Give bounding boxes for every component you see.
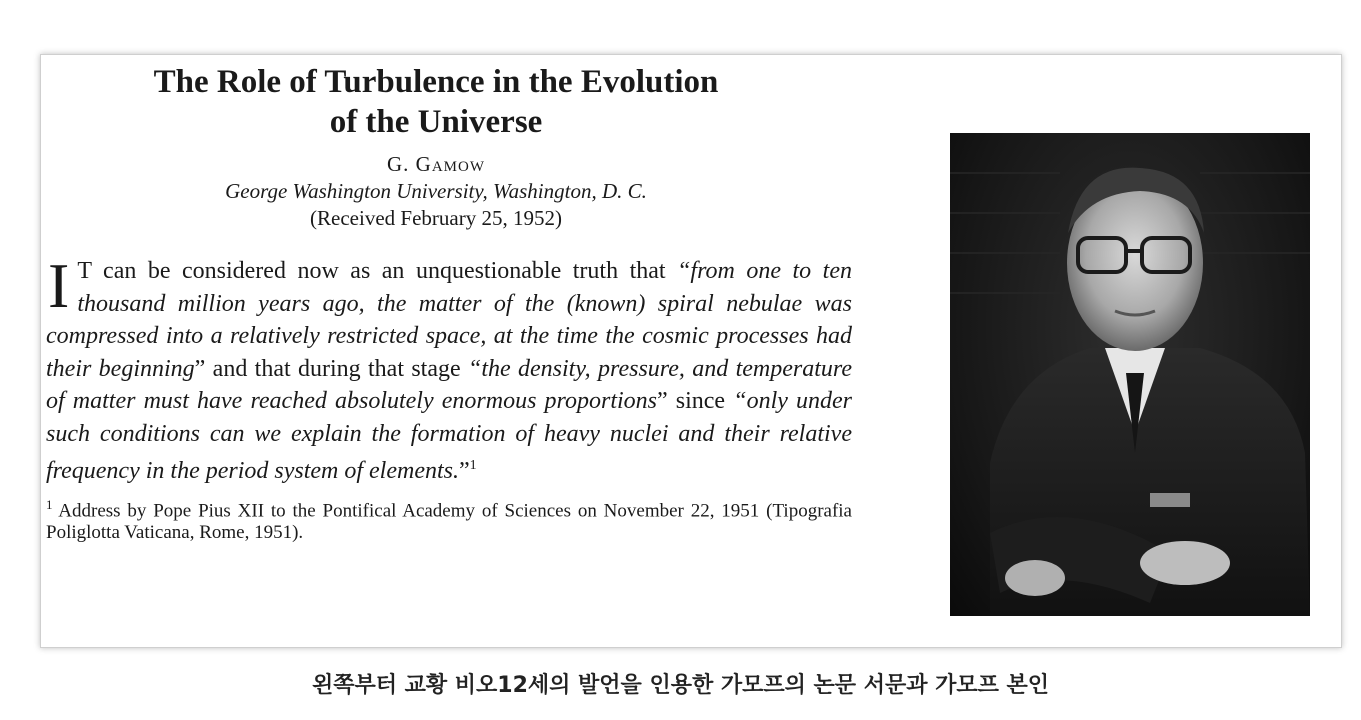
para-segment-2: ” and that during that stage <box>194 355 468 382</box>
para-segment-3: ” since <box>657 388 734 414</box>
paper-excerpt <box>46 62 896 544</box>
quote-1: “from one to ten thousand million years ago, the matter of the (known) spiral nebulae was compressed into a relatively restricted space, at the time the cosmic processes had their beginning <box>46 258 853 382</box>
portrait-photo <box>950 133 1310 616</box>
footnote-number: 1 <box>46 496 53 512</box>
footnote-reference: 1 <box>469 458 477 473</box>
portrait-illustration <box>950 133 1310 616</box>
quote-2: “the density, pressure, and temperature of matter must have reached absolutely enormous proportions <box>46 355 852 414</box>
affiliation: George Washington University, Washington, D. C. <box>225 179 647 203</box>
image-caption: 왼쪽부터 교황 비오12세의 발언을 인용한 가모프의 논문 서문과 가모프 본인 <box>311 673 1050 698</box>
quote-3: “only under such conditions can we explain the formation of heavy nuclei and their relative frequency in the period system of elements. <box>46 388 852 484</box>
author-name: G. Gamow <box>387 152 485 176</box>
footnote <box>46 494 852 544</box>
para-segment-1: T can be considered now as an unquestionable truth that <box>77 258 678 284</box>
title-line-1: The Role of Turbulence in the Evolution <box>153 64 719 100</box>
received-date: (Received February 25, 1952) <box>310 206 562 230</box>
para-segment-4: ” <box>459 458 470 484</box>
title-line-2: of the Universe <box>329 104 543 140</box>
opening-paragraph <box>46 250 853 488</box>
paper-title <box>76 62 796 142</box>
footnote-text: Address by Pope Pius XII to the Pontifical Academy of Sciences on November 22, 1951 (Tipografia Poliglotta Vaticana, Rome, 1951). <box>46 499 852 543</box>
drop-cap: I <box>48 250 70 321</box>
